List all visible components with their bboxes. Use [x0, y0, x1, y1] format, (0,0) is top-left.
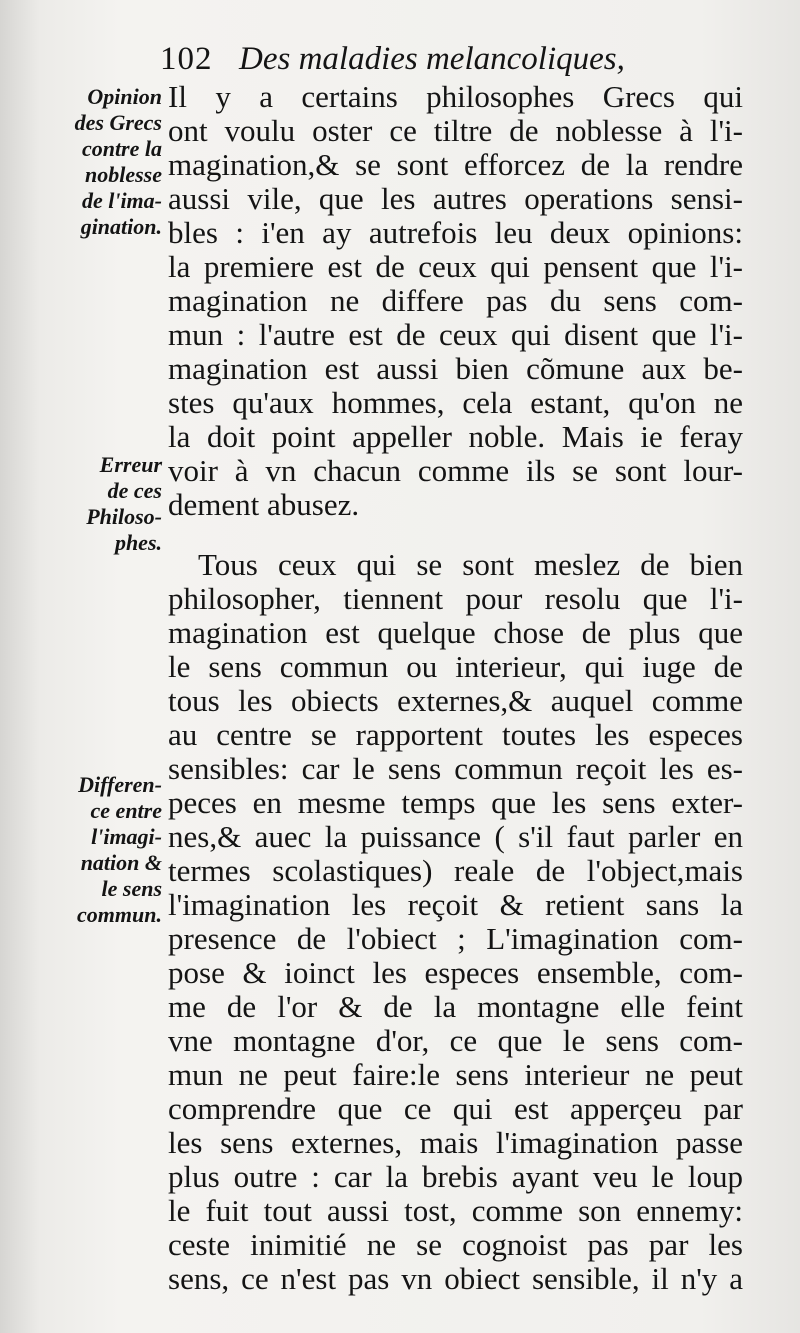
text-line: magination est aussi bien cõmune aux be- [168, 351, 743, 386]
margin-note-difference-imagination-sens [22, 772, 162, 928]
margin-note-opinion-des-grecs [22, 84, 162, 240]
text-line: la premiere est de ceux qui pensent que l'i- [168, 249, 743, 284]
paragraph-1 [168, 80, 743, 522]
running-title: Des maladies melancoliques, [239, 41, 625, 77]
text-line: voir à vn chacun comme ils se sont lour- [168, 453, 743, 488]
text-line: magination,& se sont efforcez de la rendre [168, 147, 743, 182]
text-line: peces en mesme temps que les sens exter- [168, 785, 743, 820]
text-line: magination ne differe pas du sens com- [168, 283, 743, 318]
paragraph-2 [168, 548, 743, 1296]
margin-note-line: phes. [114, 530, 162, 555]
text-line: termes scolastiques) reale de l'object,mais [168, 853, 743, 888]
text-line: me de l'or & de la montagne elle feint [168, 989, 743, 1024]
margin-note-line: de ces [107, 478, 162, 503]
text-line: dement abusez. [168, 487, 360, 522]
text-line: mun : l'autre est de ceux qui disent que l'i- [168, 317, 743, 352]
text-line: tous les obiects externes,& auquel comme [168, 683, 743, 718]
text-line: la doit point appeller noble. Mais ie feray [168, 419, 743, 454]
margin-note-line: de l'ima- [81, 188, 162, 213]
margin-note-line: noblesse [85, 162, 162, 187]
margin-note-erreur-des-philosophes [22, 452, 162, 556]
page-header [160, 40, 760, 76]
text-line: aussi vile, que les autres operations sensi- [168, 181, 743, 216]
margin-note-line: Erreur [99, 452, 162, 477]
text-line: stes qu'aux hommes, cela estant, qu'on ne [168, 385, 743, 420]
text-line: le fuit tout aussi tost, comme son ennemy: [168, 1193, 743, 1228]
margin-note-line: Differen- [78, 772, 162, 797]
text-line: ceste inimitié ne se cognoist pas par les [168, 1227, 743, 1262]
margin-note-line: Philoso- [86, 504, 162, 529]
margin-note-line: contre la [81, 136, 162, 161]
text-line: le sens commun ou interieur, qui iuge de [168, 649, 743, 684]
margin-note-line: ce entre [90, 798, 162, 823]
text-line: sensibles: car le sens commun reçoit les es- [168, 751, 743, 786]
text-line: bles : i'en ay autrefois leu deux opinions: [168, 215, 743, 250]
text-line: ont voulu oster ce tiltre de noblesse à l'i- [168, 113, 743, 148]
text-line: presence de l'obiect ; L'imagination com- [168, 921, 743, 956]
text-line: Tous ceux qui se sont meslez de bien [198, 547, 743, 582]
text-line: plus outre : car la brebis ayant veu le loup [168, 1159, 743, 1194]
margin-note-line: Opinion [87, 84, 162, 109]
text-line: les sens externes, mais l'imagination passe [168, 1125, 743, 1160]
text-line: comprendre que ce qui est apperçeu par [168, 1091, 743, 1126]
text-line: philosopher, tiennent pour resolu que l'i- [168, 581, 743, 616]
text-line: sens, ce n'est pas vn obiect sensible, il n'y a [168, 1261, 743, 1296]
text-line: Il y a certains philosophes Grecs qui [168, 79, 743, 114]
page-number: 102 [160, 41, 213, 77]
margin-note-line: nation & [80, 850, 162, 875]
text-line: pose & ioinct les especes ensemble, com- [168, 955, 743, 990]
text-line: magination est quelque chose de plus que [168, 615, 743, 650]
margin-note-line: des Grecs [74, 110, 162, 135]
text-line: l'imagination les reçoit & retient sans la [168, 887, 743, 922]
margin-note-line: gination. [80, 214, 162, 239]
text-line: nes,& auec la puissance ( s'il faut parler en [168, 819, 743, 854]
text-line: mun ne peut faire:le sens interieur ne peut [168, 1057, 743, 1092]
margin-note-line: le sens [101, 876, 162, 901]
text-line: au centre se rapportent toutes les especes [168, 717, 743, 752]
margin-note-line: commun. [77, 902, 162, 927]
margin-note-line: l'imagi- [91, 824, 162, 849]
text-line: vne montagne d'or, ce que le sens com- [168, 1023, 743, 1058]
